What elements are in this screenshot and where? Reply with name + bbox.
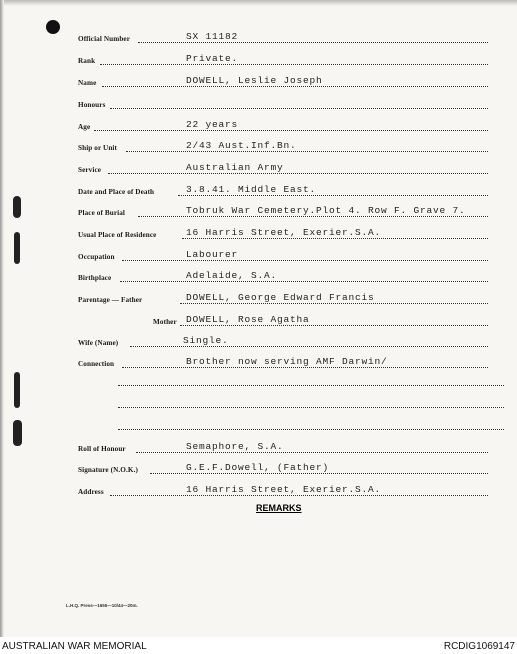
field-rank <box>78 53 488 67</box>
binder-clip-4 <box>13 420 22 446</box>
field-value: 3.8.41. Middle East. <box>186 184 317 195</box>
dotted-line <box>110 495 488 496</box>
field-value: 16 Harris Street, Exerier.S.A. <box>186 484 382 495</box>
blank-line <box>118 407 504 408</box>
field-label: Birthplace <box>78 274 112 282</box>
field-label: Place of Burial <box>78 209 126 217</box>
field-signature-nok <box>78 462 488 476</box>
field-connection <box>78 356 488 370</box>
dotted-line <box>182 238 488 239</box>
dotted-line <box>136 452 488 453</box>
field-label: Date and Place of Death <box>78 188 155 196</box>
dotted-line <box>180 303 488 304</box>
field-name <box>78 75 488 89</box>
field-value: Labourer <box>186 249 239 260</box>
dotted-line <box>130 346 488 347</box>
binder-clip-2 <box>14 232 20 264</box>
field-label: Service <box>78 166 102 174</box>
dotted-line <box>100 64 488 65</box>
field-date-place-of-death <box>78 184 488 198</box>
field-value: G.E.F.Dowell, (Father) <box>186 462 330 473</box>
field-official-number <box>78 31 488 45</box>
field-address <box>78 484 488 498</box>
field-label: Age <box>78 123 91 131</box>
blank-line <box>118 429 504 430</box>
field-value: 16 Harris Street, Exerier.S.A. <box>186 227 382 238</box>
archive-footer <box>0 637 517 654</box>
field-label: Occupation <box>78 253 115 261</box>
dotted-line <box>150 473 488 474</box>
dotted-line <box>108 173 488 174</box>
field-value: Adelaide, S.A. <box>186 270 278 281</box>
field-label: Ship or Unit <box>78 144 118 152</box>
field-ship-or-unit <box>78 140 488 154</box>
remarks-heading: REMARKS <box>256 503 302 513</box>
field-value: DOWELL, George Edward Francis <box>186 292 375 303</box>
blank-line <box>118 385 504 386</box>
field-value: Private. <box>186 53 239 64</box>
footer-reference: RCDIG1069147 <box>443 641 515 652</box>
field-value: Tobruk War Cemetery.Plot 4. Row F. Grave 7. <box>186 205 466 216</box>
printer-imprint: L.H.Q. Press—1655—10/44—20m. <box>66 603 138 608</box>
field-value: Semaphore, S.A. <box>186 441 284 452</box>
scan-edge-left <box>0 0 4 637</box>
field-label: Honours <box>78 101 106 109</box>
field-birthplace <box>78 270 488 284</box>
field-value: Single. <box>183 335 229 346</box>
field-label: Official Number <box>78 35 131 43</box>
field-value: SX 11182 <box>186 31 239 42</box>
dotted-line <box>180 325 488 326</box>
dotted-line <box>138 216 488 217</box>
dotted-line <box>110 108 488 109</box>
field-label: Connection <box>78 360 115 368</box>
field-value: DOWELL, Rose Agatha <box>186 314 310 325</box>
dotted-line <box>122 367 488 368</box>
field-label: Address <box>78 488 104 496</box>
field-label: Mother <box>153 318 177 326</box>
field-label: Rank <box>78 57 96 65</box>
field-label: Usual Place of Residence <box>78 231 157 239</box>
field-value: DOWELL, Leslie Joseph <box>186 75 323 86</box>
field-usual-residence <box>78 227 488 241</box>
field-honours <box>78 97 488 111</box>
field-service <box>78 162 488 176</box>
field-roll-of-honour <box>78 441 488 455</box>
field-occupation <box>78 249 488 263</box>
field-label: Name <box>78 79 97 87</box>
field-place-of-burial <box>78 205 488 219</box>
dotted-line <box>120 281 488 282</box>
punch-hole-top <box>46 20 60 34</box>
footer-source: AUSTRALIAN WAR MEMORIAL <box>2 641 147 652</box>
field-label: Roll of Honour <box>78 445 126 453</box>
field-label: Signature (N.O.K.) <box>78 466 138 474</box>
field-parentage-mother <box>78 314 488 328</box>
field-age <box>78 119 488 133</box>
field-value: Australian Army <box>186 162 284 173</box>
dotted-line <box>94 130 488 131</box>
dotted-line <box>138 42 488 43</box>
dotted-line <box>122 260 488 261</box>
field-wife-name <box>78 335 488 349</box>
dotted-line <box>102 86 488 87</box>
binder-clip-3 <box>14 372 20 408</box>
dotted-line <box>126 151 488 152</box>
field-value: 2/43 Aust.Inf.Bn. <box>186 140 297 151</box>
field-label: Parentage — Father <box>78 296 143 304</box>
field-parentage-father <box>78 292 488 306</box>
dotted-line <box>178 195 488 196</box>
field-label: Wife (Name) <box>78 339 119 347</box>
field-value: 22 years <box>186 119 239 130</box>
scan-edge-top <box>0 0 517 6</box>
binder-clip-1 <box>13 196 21 218</box>
field-value: Brother now serving AMF Darwin/ <box>186 356 388 367</box>
